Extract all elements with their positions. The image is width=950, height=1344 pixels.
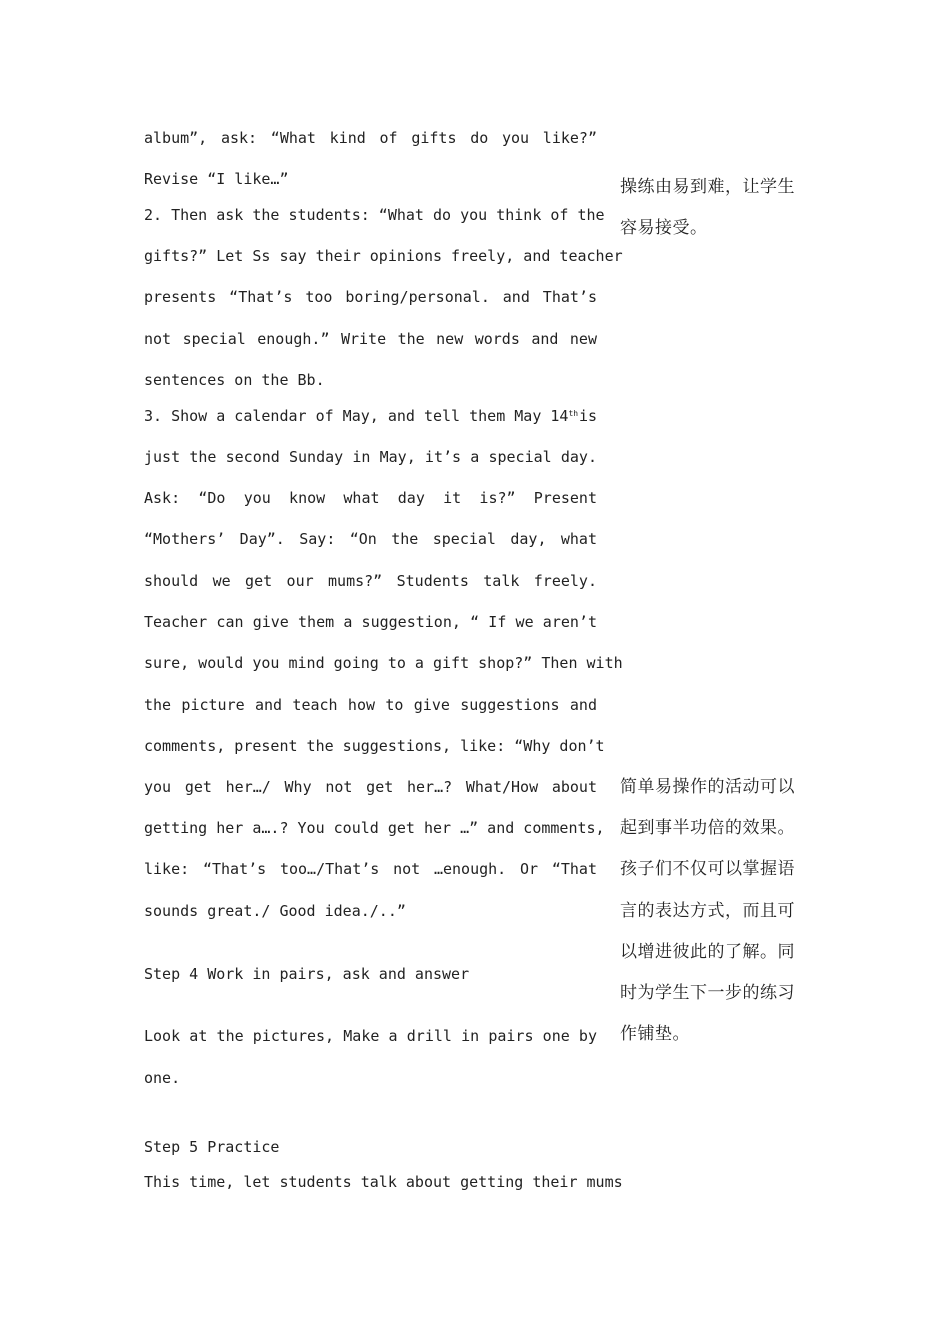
text-line — [144, 406, 597, 426]
text-line: one. — [144, 1069, 181, 1087]
text-line: Teacher can give them a suggestion, “ If we aren’t — [144, 613, 597, 631]
step-heading: Step 5 Practice — [144, 1138, 280, 1156]
text-line: comments, present the suggestions, like: “Why don’t — [144, 737, 605, 755]
ordinal-suffix: th — [568, 409, 579, 418]
text-line: the picture and teach how to give suggestions and — [144, 696, 597, 714]
text-line: you get her…/ Why not get her…? What/How about — [144, 778, 597, 796]
lesson-procedure-column — [144, 0, 623, 1344]
note-line: 言的表达方式，而且可 — [620, 901, 795, 921]
note-line: 起到事半功倍的效果。 — [620, 818, 795, 838]
note-line: 作铺垫。 — [620, 1024, 690, 1044]
text-line: Look at the pictures, Make a drill in pairs one by — [144, 1027, 597, 1045]
text-line: gifts?” Let Ss say their opinions freely, and teacher — [144, 247, 623, 265]
text-line: sentences on the Bb. — [144, 371, 325, 389]
text-line: sure, would you mind going to a gift shop?” Then with — [144, 654, 623, 672]
text-fragment: 3. Show a calendar of May, and tell them May 14 — [144, 407, 569, 425]
text-line: like: “That’s too…/That’s not …enough. Or “That — [144, 860, 597, 878]
text-line: getting her a….? You could get her …” and comments, — [144, 819, 605, 837]
text-line: 2. Then ask the students: “What do you think of the — [144, 206, 605, 224]
text-line: Ask: “Do you know what day it is?” Present — [144, 489, 597, 507]
text-line: “Mothers’ Day”. Say: “On the special day, what — [144, 530, 597, 548]
text-line: presents “That’s too boring/personal. and That’s — [144, 288, 597, 306]
text-fragment: is — [578, 407, 597, 425]
text-line: should we get our mums?” Students talk freely. — [144, 572, 597, 590]
note-line: 以增进彼此的了解。同 — [620, 942, 795, 962]
text-line: Revise “I like…” — [144, 170, 289, 188]
note-line: 时为学生下一步的练习 — [620, 983, 795, 1003]
text-line: sounds great./ Good idea./..” — [144, 902, 406, 920]
step-heading: Step 4 Work in pairs, ask and answer — [144, 965, 470, 983]
text-line: just the second Sunday in May, it’s a special day. — [144, 448, 597, 466]
text-line: not special enough.” Write the new words and new — [144, 330, 597, 348]
note-line: 操练由易到难，让学生 — [620, 177, 795, 197]
note-line: 简单易操作的活动可以 — [620, 777, 795, 797]
note-line: 容易接受。 — [620, 218, 708, 238]
text-line: album”, ask: “What kind of gifts do you like?” — [144, 129, 597, 147]
text-line: This time, let students talk about getting their mums — [144, 1173, 623, 1191]
note-line: 孩子们不仅可以掌握语 — [620, 859, 795, 879]
design-notes-column — [620, 0, 800, 1344]
